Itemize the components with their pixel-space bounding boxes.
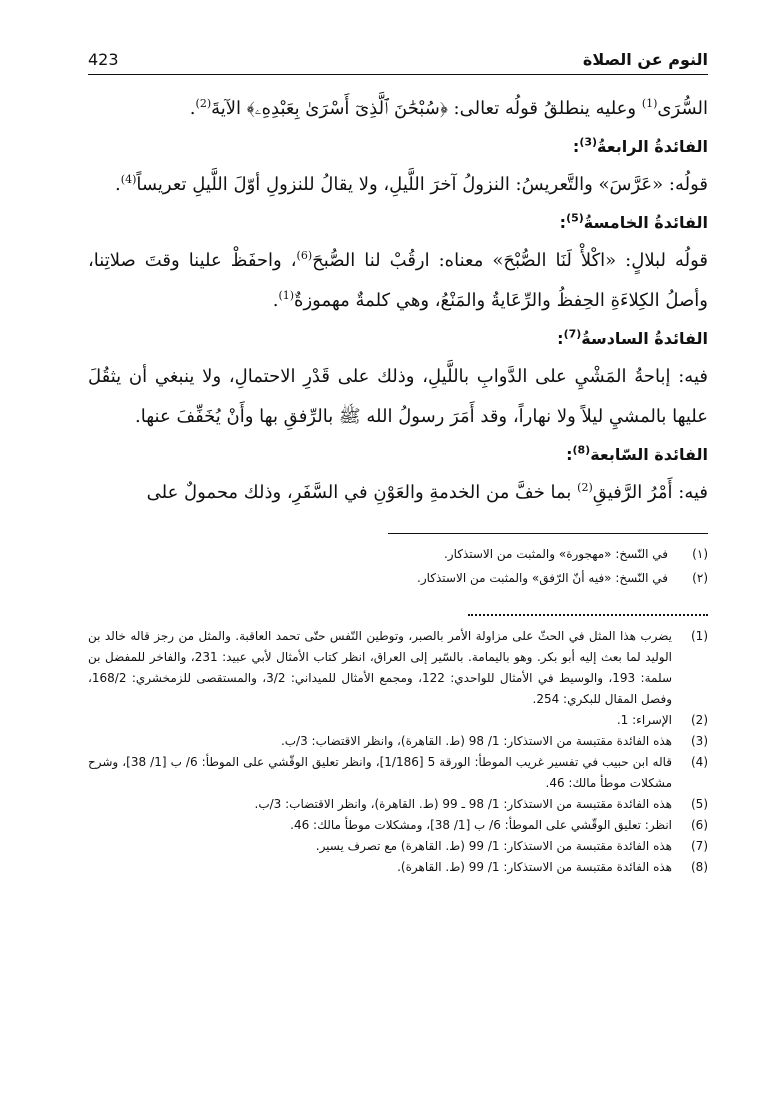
footnote <box>88 836 708 857</box>
footnote <box>88 815 708 836</box>
footnote-text: في النّسخ: «مهجورة» والمثبت من الاستذكار. <box>443 547 668 561</box>
footnote-ref: (7) <box>563 327 582 341</box>
section-heading: الفائدةُ الرابعةُ$^{(3)}$: <box>572 135 708 156</box>
section-heading: الفائدةُ الخامسةُ$^{(5)}$: <box>559 211 708 232</box>
editor-footnotes <box>88 542 708 590</box>
footnote <box>88 731 708 752</box>
footnote-number: (6) <box>690 818 708 832</box>
section-heading: الفائدةُ السادسةُ$^{(7)}$: <box>557 327 708 348</box>
paragraph: قولُه لبلالٍ: «اكْلأْ لَنَا الصُّبْحَ» معناه: ارقُبْ لنا الصُّبحَ$^{(6)}$، واحفَظْ علينا وقتَ صلاتِنا، وأصلُ الكِلاءَةِ الحِفظُ والرِّعَايةُ والمَنْعُ، وهي كلمةٌ مهموزةٌ$^{(1)}$. <box>88 249 708 311</box>
footnote-ref: (2) <box>195 97 212 110</box>
footnote-text: في النّسخ: «فيه أنّ الرّفق» والمثبت من الاستذكار. <box>417 571 668 585</box>
footnote-text: هذه الفائدة مقتبسة من الاستذكار: 1/ 99 (ط. القاهرة). <box>397 860 672 874</box>
footnote-text: هذه الفائدة مقتبسة من الاستذكار: 1/ 98 (ط. القاهرة)، وانظر الاقتضاب: 3/ب. <box>280 734 672 748</box>
footnote-number: (5) <box>690 797 708 811</box>
footnote-number: (1) <box>690 629 708 643</box>
footnote <box>88 794 708 815</box>
footnote <box>88 710 708 731</box>
paragraph: السُّرَى$^{(1)}$ وعليه ينطلقُ قولُه تعالى: ﴿سُبْحَٰنَ ٱلَّذِىٓ أَسْرَىٰ بِعَبْدِهِۦ﴾ الآيةَ$^{(2)}$. <box>189 97 708 119</box>
paragraph: قولُه: «عَرَّسَ» والتَّعريسُ: النزولُ آخرَ اللَّيلِ، ولا يقالُ للنزولِ أوّلَ اللَّيلِ تعريساً$^{(4)}$. <box>115 173 708 195</box>
footnote-ref: (3) <box>579 135 598 149</box>
footnote-text: الإسراء: 1. <box>616 713 672 727</box>
footnote-ref: (2) <box>577 481 593 494</box>
footnote-number: (٢) <box>692 571 708 585</box>
section-heading: الفائدة السّابعة$^{(8)}$: <box>566 443 708 464</box>
running-title: النوم عن الصلاة <box>582 50 708 69</box>
footnote-divider <box>388 533 708 534</box>
footnote-number: (١) <box>692 547 708 561</box>
footnote <box>88 857 708 878</box>
footnote-ref: (5) <box>566 211 584 225</box>
footnote-ref: (1) <box>641 97 658 110</box>
footnote-text: هذه الفائدة مقتبسة من الاستذكار: 1/ 99 (ط. القاهرة) مع تصرف يسير. <box>315 839 672 853</box>
footnote-ref: (4) <box>120 173 137 186</box>
dotted-divider <box>468 614 708 616</box>
footnote <box>88 752 708 794</box>
main-text <box>88 89 708 513</box>
footnote-ref: (6) <box>296 249 313 262</box>
page-header <box>88 44 708 75</box>
page <box>88 44 708 878</box>
author-footnotes <box>88 626 708 878</box>
footnote <box>88 542 708 566</box>
page-number: 423 <box>88 50 119 69</box>
footnote-ref: (8) <box>572 443 591 457</box>
footnote-ref: (1) <box>278 289 295 302</box>
footnote-text: انظر: تعليق الوقّشي على الموطأ: 6/ ب [1/ 38]، ومشكلات موطأ مالك: 46. <box>290 818 672 832</box>
footnote <box>88 626 708 710</box>
footnote-number: (7) <box>690 839 708 853</box>
paragraph: فيه: إباحةُ المَشْيِ على الدَّوابِ باللَّيلِ، وذلك على قَدْرِ الاحتمالِ، ولا ينبغي أن يثقُلَ عليها بالمشيِ ليلاً ولا نهاراً، وقد أَمَرَ رسولُ الله ﷺ بالرِّفقِ بها وأَنْ يُخَفِّفَ عنها. <box>88 366 708 427</box>
footnote-number: (8) <box>690 860 708 874</box>
footnote-number: (3) <box>690 734 708 748</box>
paragraph: فيه: أَمْرُ الرَّفيقِ$^{(2)}$ بما خفَّ من الخدمةِ والعَوْنِ في السَّفَرِ، وذلك محمولٌ على <box>146 481 708 503</box>
footnote-number: (2) <box>690 713 708 727</box>
footnote-number: (4) <box>690 755 708 769</box>
footnote-text: يضرب هذا المثل في الحثّ على مزاولة الأمر بالصبر، وتوطين النّفس حتّى تحمد العاقبة. والمثل من رجز قاله خالد بن الوليد لما بعث إليه أبو بكر. وهو باليمامة. بالسّير إلى العراق، انظر كتاب الأمثال لأبي عبيد: 231، والفاخر للمفضل بن سلمة: 193، والوسيط في الأمثال للواحدي: 122، ومجمع الأمثال للميداني: 3/2، والمستقصى للزمخشري: 168/2، وفصل المقال للبكري: 254. <box>88 629 672 706</box>
footnote-text: هذه الفائدة مقتبسة من الاستذكار: 1/ 98 ـ 99 (ط. القاهرة)، وانظر الاقتضاب: 3/ب. <box>254 797 672 811</box>
footnote <box>88 566 708 590</box>
footnote-text: قاله ابن حبيب في تفسير غريب الموطأ: الورقة 5 [1/186]، وانظر تعليق الوقّشي على الموطأ: 6/ ب [1/ 38]، وشرح مشكلات موطأ مالك: 46. <box>88 755 672 790</box>
